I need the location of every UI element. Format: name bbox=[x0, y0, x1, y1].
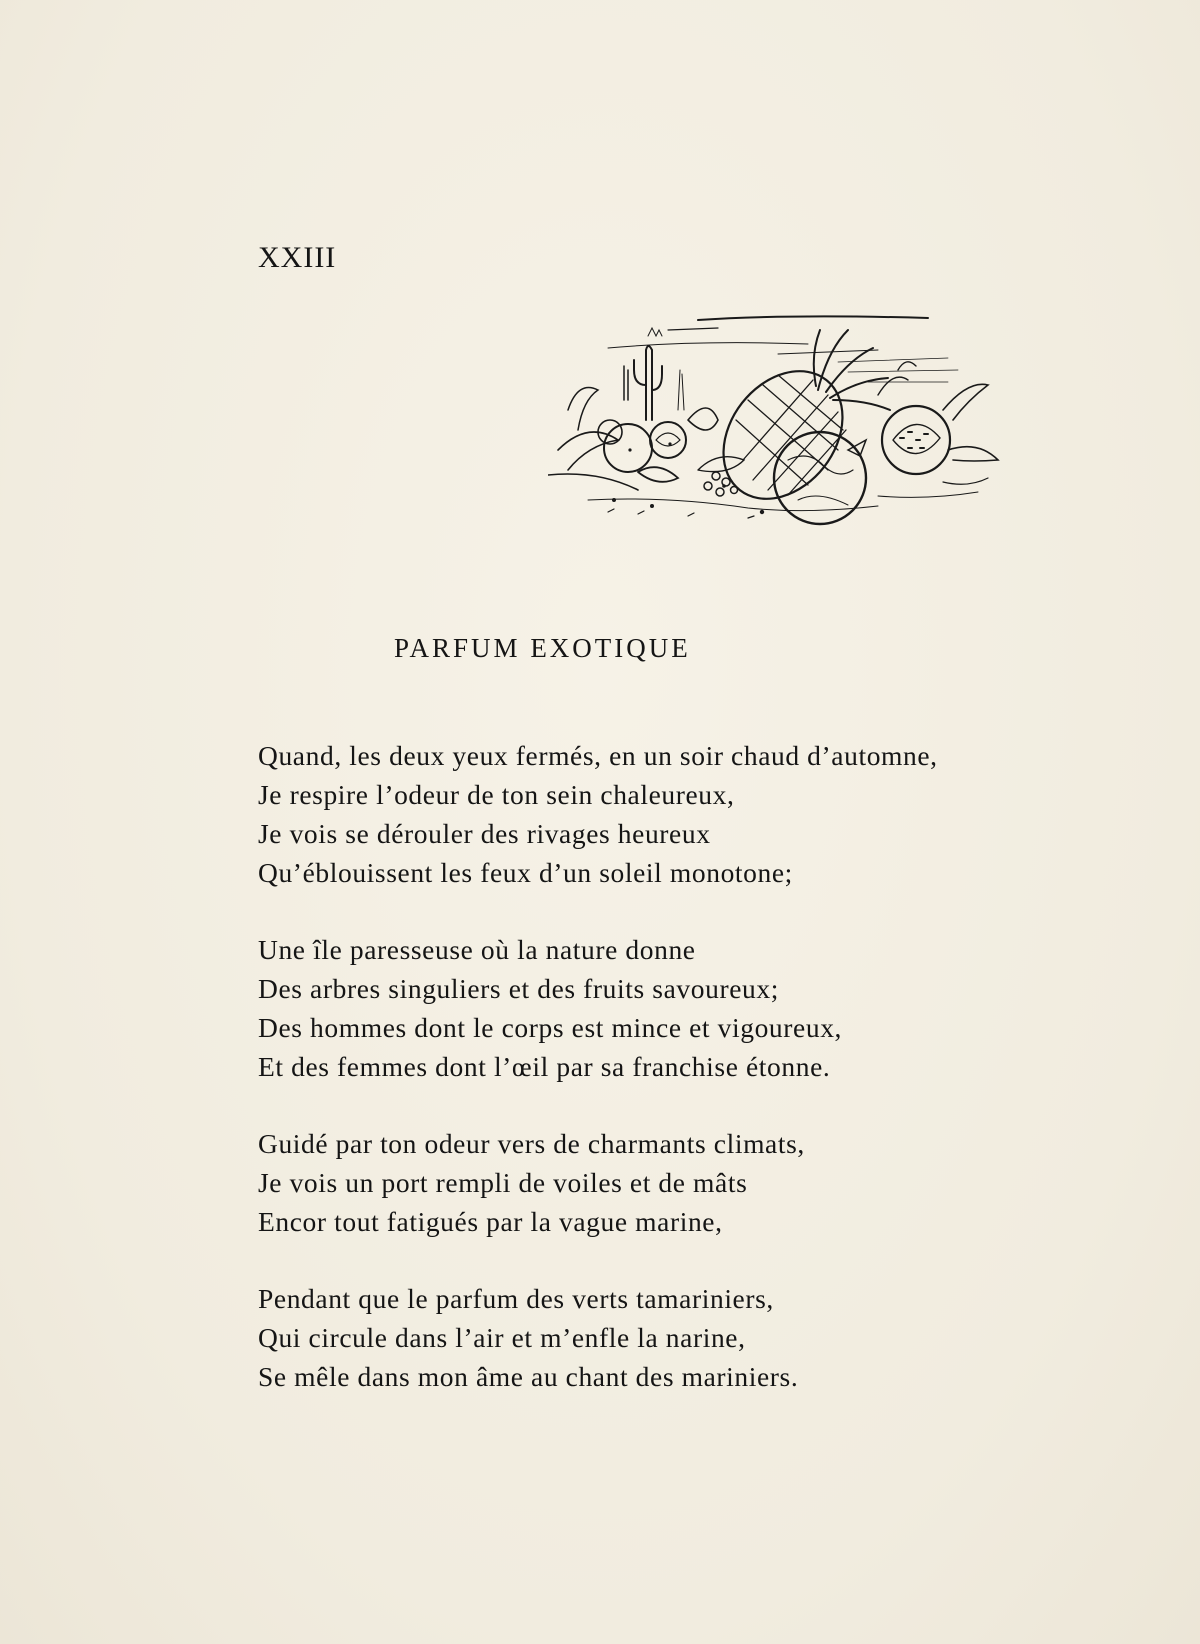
verse-line: Guidé par ton odeur vers de charmants climats, bbox=[258, 1128, 805, 1159]
poem-number: XXIII bbox=[258, 241, 337, 274]
verse-line: Des hommes dont le corps est mince et vigoureux, bbox=[258, 1012, 843, 1043]
verse-line: Se mêle dans mon âme au chant des mariniers. bbox=[258, 1361, 799, 1392]
verse-line: Quand, les deux yeux fermés, en un soir chaud d’automne, bbox=[258, 740, 938, 771]
verse-line: Pendant que le parfum des verts tamariniers, bbox=[258, 1283, 774, 1314]
verse-line: Je respire l’odeur de ton sein chaleureux, bbox=[258, 779, 735, 810]
verse-line: Qui circule dans l’air et m’enfle la narine, bbox=[258, 1322, 746, 1353]
verse-line: Des arbres singuliers et des fruits savoureux; bbox=[258, 973, 779, 1004]
poem-body bbox=[258, 736, 1158, 1434]
stanza bbox=[258, 736, 1158, 892]
verse-line: Qu’éblouissent les feux d’un soleil monotone; bbox=[258, 857, 793, 888]
verse-line: Encor tout fatigués par la vague marine, bbox=[258, 1206, 723, 1237]
verse-line: Je vois un port rempli de voiles et de mâts bbox=[258, 1167, 748, 1198]
stanza bbox=[258, 1124, 1158, 1241]
stanza bbox=[258, 930, 1158, 1086]
poem-title: PARFUM EXOTIQUE bbox=[394, 633, 691, 663]
verse-line: Je vois se dérouler des rivages heureux bbox=[258, 818, 711, 849]
tropical-fruit-vignette-icon bbox=[548, 300, 1018, 540]
stanza bbox=[258, 1279, 1158, 1396]
verse-line: Et des femmes dont l’œil par sa franchise étonne. bbox=[258, 1051, 831, 1082]
verse-line: Une île paresseuse où la nature donne bbox=[258, 934, 696, 965]
